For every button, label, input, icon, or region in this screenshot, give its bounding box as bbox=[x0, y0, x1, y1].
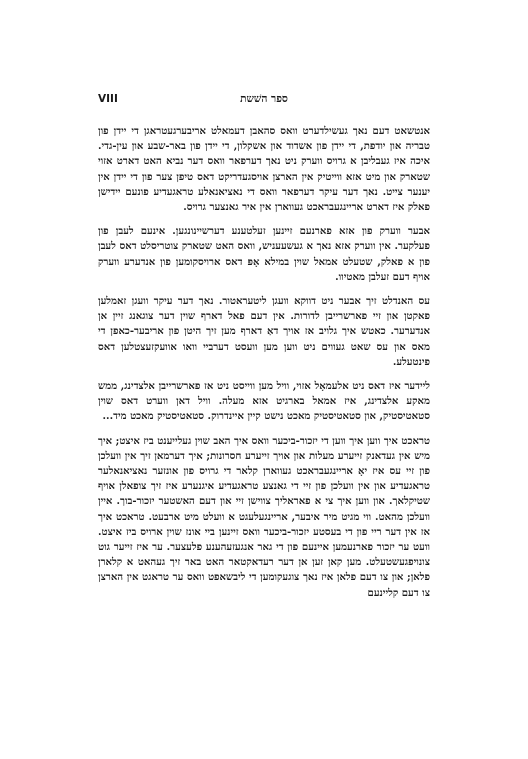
paragraph-1: אנטשאט דעם נאך געשילדערט וואס סהאבן דעמאלט אריבערגעטראגן די יידן פון טבריה און יודפת, די יידן פון אשדוד און אשקלון, די יידן פון באר-שבע און עין-גדי. איכה איז געבליבן א גרויס ווערק ניט נאך דערפאר וואס דער נביא האט דארט אזוי שטארק און מיט אזא ווייטיק אין הארצן אויסגעדריקט דאס טיפן צער פון די יידן אין יענער צייט. נאך דער עיקר דערפאר וואס די נאציאנאלע טראגעדיע פונעם יידישן פאלק איז דארט אריינגעבראכט געווארן אין איר גאנצער גרויס. bbox=[98, 126, 430, 214]
page-header bbox=[98, 93, 430, 109]
paragraph-3: עס האנדלט זיך אבער ניט דווקא וועגן ליטעראטור. נאך דער עיקר וועגן זאמלען פאקטן און זיי פארשרייבן לדורות. אין דעם פאל דארף שוין דער צוגאנג זיין אן אנדערער. כאטש איך גלויב אז אויך דאַ דארף מען זיך היטן פון אריבער-כאפן די מאס און עס שאט געווים ניט ווען מען וועסט דערבײ וואו אוועקזעצטלען דאס פינטעלע. bbox=[98, 296, 430, 368]
paragraph-2: אבער ווערק פון אזא פארנעם זיינען זעלטענע דערשיינונגען. אינעם לעבן פון פעלקער. אין ווערק אזא נאך א געשעעניש, וואס האט שטארק צוטריסלט דאס לעבן פון א פאלק, שטעלט אמאל שוין במילא אָפּ דאס ארויסקומען פון אנדערע ווערק אויף דעם זעלבן מאטיוו. bbox=[98, 226, 430, 283]
body-text bbox=[98, 124, 430, 601]
page-number: VIII bbox=[98, 93, 118, 105]
paragraph-5: טראכט איך ווען איך ווען די יזכור-ביכער וואס איך האב שוין געלייענט ביז איצט; איך מיש אין געדאנק זייערע מעלות און אויך זייערע חסרונות; איך דערמאן זיך אין וועלכן פון זיי עס איז יאָ אריינגעבראכט געווארן קלאר די גרויס פון אונזער נאציאנאלער טראגעדיע און אין וועלכן פון זיי די גאנצע טראגעדיע איגנערע איז זיך צופאלן אויף שטיקלאך. און ווען איך צי א פאראליך צווישן זיי און דעם האשטער יזכור-בוך. איין וועלכן מהאט. ווי מגיט מיר איבער, אריינגעלעגט א וועלט מיט ארבעט. טראכט איך אז אין דער ריי פון די בעסטע יזכור-ביכער וואס זיינען ביי אונז שוין ארויס ביז איצט. וועט ער יזכור פארנעמען איינעם פון די גאר אנגעזעהענע פלעצער. ער איז זייער גוט צונויפגעשטעלט. מען קאן זען אן דער רעדאקטאר האט באר זיך געהאט א קלארן פלאן; און צו דעם פלאן איז נאך צוגעקומען די ליבשאפט וואס ער טראגט אין הארצן צו דעם קליינעם bbox=[98, 435, 430, 599]
running-title: ספר השׁשת bbox=[240, 93, 288, 105]
paragraph-4: ליידער איז דאס ניט אלעמאָל אזוי, וויל מען ווייסט ניט אז פארשרייבן אלצדינג, ממש מאקע אלצדינג, איז אמאל בארגיט אזא מעלה. וויל דאן ווערט דאס שוין סטאטיסטיק, און סטאטיסטיק מאכט נישט קיין איינדרוק. סטאטיסטיק מאכט מיד... bbox=[98, 381, 430, 423]
